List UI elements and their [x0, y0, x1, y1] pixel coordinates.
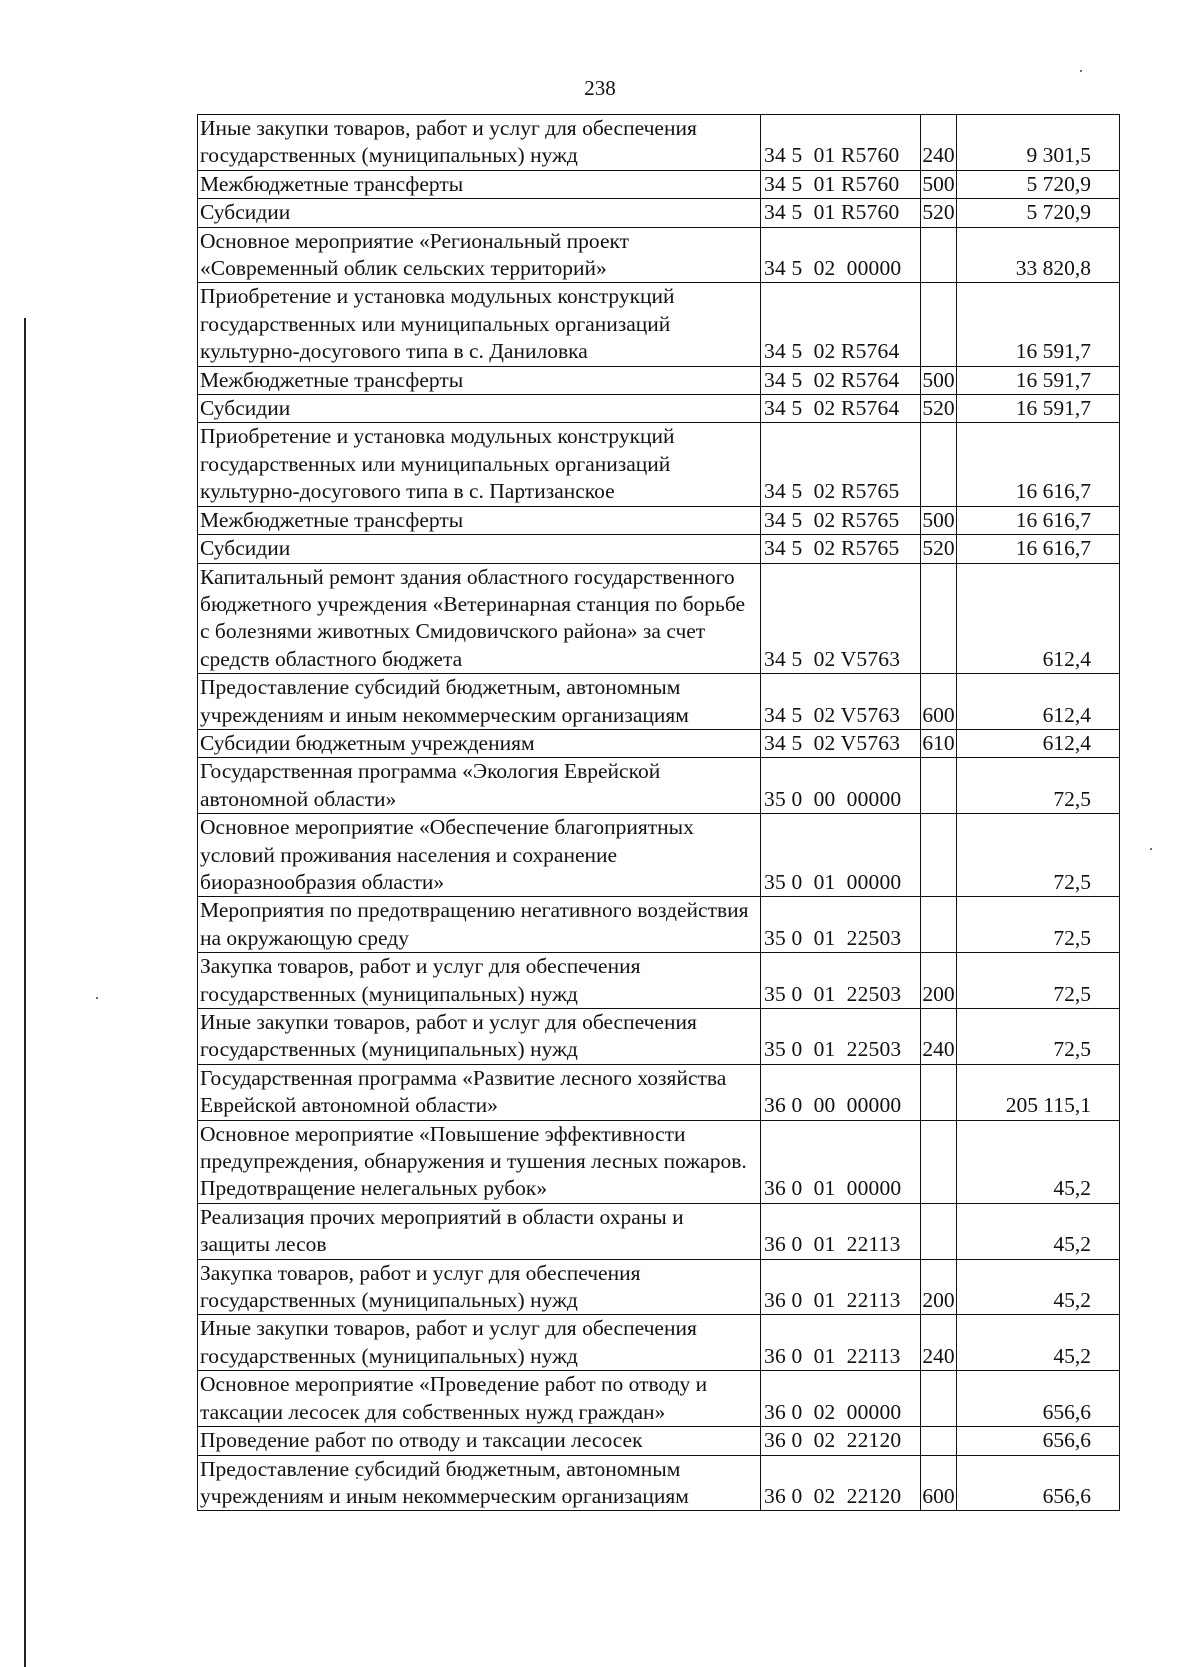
- row-expense-type-cell: [921, 563, 957, 674]
- row-name-cell: Субсидии: [198, 395, 761, 423]
- row-name-cell: Иные закупки товаров, работ и услуг для обеспечения государственных (муниципальных) нужд: [198, 1315, 761, 1371]
- row-name-cell: Проведение работ по отводу и таксации лесосек: [198, 1427, 761, 1455]
- page-number: 238: [584, 76, 616, 100]
- row-amount-cell: 16 616,7: [957, 423, 1120, 506]
- table-row: [198, 1371, 1120, 1427]
- budget-table-body: [198, 115, 1120, 1511]
- row-name-cell: Иные закупки товаров, работ и услуг для обеспечения государственных (муниципальных) нужд: [198, 115, 761, 171]
- scan-edge-line: [24, 318, 26, 1667]
- row-name-cell: Государственная программа «Развитие лесного хозяйства Еврейской автономной области»: [198, 1064, 761, 1120]
- table-row: [198, 897, 1120, 953]
- table-row: [198, 1120, 1120, 1203]
- row-name-cell: Государственная программа «Экология Еврейской автономной области»: [198, 758, 761, 814]
- row-amount-cell: 72,5: [957, 1009, 1120, 1065]
- row-amount-cell: 16 591,7: [957, 395, 1120, 423]
- row-expense-type-cell: 520: [921, 395, 957, 423]
- row-amount-cell: 45,2: [957, 1315, 1120, 1371]
- row-code-cell: 34 5 02 V5763: [761, 563, 921, 674]
- table-row: [198, 1009, 1120, 1065]
- row-name-cell: Предоставление субсидий бюджетным, автономным учреждениям и иным некоммерческим организациям: [198, 674, 761, 730]
- table-row: [198, 199, 1120, 227]
- row-amount-cell: 72,5: [957, 814, 1120, 897]
- table-row: [198, 814, 1120, 897]
- row-name-cell: Иные закупки товаров, работ и услуг для обеспечения государственных (муниципальных) нужд: [198, 1009, 761, 1065]
- row-expense-type-cell: 500: [921, 170, 957, 198]
- table-row: [198, 1315, 1120, 1371]
- row-code-cell: 36 0 01 22113: [761, 1203, 921, 1259]
- row-amount-cell: 205 115,1: [957, 1064, 1120, 1120]
- row-amount-cell: 72,5: [957, 758, 1120, 814]
- row-code-cell: 34 5 02 V5763: [761, 674, 921, 730]
- table-row: [198, 115, 1120, 171]
- row-code-cell: 35 0 00 00000: [761, 758, 921, 814]
- row-name-cell: Основное мероприятие «Повышение эффективности предупреждения, обнаружения и тушения лесных пожаров. Предотвращение нелегальных рубок»: [198, 1120, 761, 1203]
- table-row: [198, 1455, 1120, 1511]
- row-code-cell: 35 0 01 22503: [761, 953, 921, 1009]
- table-row: [198, 283, 1120, 366]
- row-code-cell: 34 5 02 R5764: [761, 366, 921, 394]
- row-code-cell: 35 0 01 00000: [761, 814, 921, 897]
- row-code-cell: 35 0 01 22503: [761, 1009, 921, 1065]
- row-expense-type-cell: [921, 423, 957, 506]
- row-expense-type-cell: [921, 227, 957, 283]
- row-amount-cell: 5 720,9: [957, 170, 1120, 198]
- row-amount-cell: 16 616,7: [957, 535, 1120, 563]
- row-expense-type-cell: [921, 1427, 957, 1455]
- row-expense-type-cell: [921, 758, 957, 814]
- table-row: [198, 674, 1120, 730]
- row-amount-cell: 5 720,9: [957, 199, 1120, 227]
- row-code-cell: 34 5 01 R5760: [761, 115, 921, 171]
- row-expense-type-cell: 200: [921, 1259, 957, 1315]
- row-amount-cell: 656,6: [957, 1371, 1120, 1427]
- scan-speck: [96, 997, 98, 999]
- row-expense-type-cell: [921, 1203, 957, 1259]
- row-code-cell: 36 0 01 22113: [761, 1259, 921, 1315]
- table-row: [198, 563, 1120, 674]
- row-amount-cell: 656,6: [957, 1427, 1120, 1455]
- table-row: [198, 1427, 1120, 1455]
- table-row: [198, 535, 1120, 563]
- row-amount-cell: 72,5: [957, 897, 1120, 953]
- budget-table: [197, 114, 1120, 1511]
- row-name-cell: Предоставление субсидий бюджетным, автономным учреждениям и иным некоммерческим организациям: [198, 1455, 761, 1511]
- row-amount-cell: 612,4: [957, 729, 1120, 757]
- row-amount-cell: 612,4: [957, 563, 1120, 674]
- row-amount-cell: 16 591,7: [957, 283, 1120, 366]
- row-name-cell: Субсидии: [198, 199, 761, 227]
- row-code-cell: 36 0 00 00000: [761, 1064, 921, 1120]
- row-expense-type-cell: 240: [921, 1009, 957, 1065]
- row-expense-type-cell: 500: [921, 366, 957, 394]
- row-expense-type-cell: 240: [921, 1315, 957, 1371]
- row-name-cell: Мероприятия по предотвращению негативного воздействия на окружающую среду: [198, 897, 761, 953]
- row-expense-type-cell: 200: [921, 953, 957, 1009]
- row-name-cell: Приобретение и установка модульных конструкций государственных или муниципальных организаций культурно-досугового типа в с. Даниловка: [198, 283, 761, 366]
- row-amount-cell: 612,4: [957, 674, 1120, 730]
- table-row: [198, 423, 1120, 506]
- row-code-cell: 36 0 02 22120: [761, 1427, 921, 1455]
- row-name-cell: Капитальный ремонт здания областного государственного бюджетного учреждения «Ветеринарная станция по борьбе с болезнями животных Смидовичского района» за счет средств областного бюджета: [198, 563, 761, 674]
- table-row: [198, 395, 1120, 423]
- row-code-cell: 36 0 01 22113: [761, 1315, 921, 1371]
- row-expense-type-cell: 610: [921, 729, 957, 757]
- row-expense-type-cell: [921, 1371, 957, 1427]
- row-amount-cell: 16 591,7: [957, 366, 1120, 394]
- row-code-cell: 34 5 02 R5765: [761, 535, 921, 563]
- row-code-cell: 36 0 01 00000: [761, 1120, 921, 1203]
- table-row: [198, 506, 1120, 534]
- row-name-cell: Субсидии: [198, 535, 761, 563]
- row-expense-type-cell: [921, 814, 957, 897]
- row-amount-cell: 9 301,5: [957, 115, 1120, 171]
- row-code-cell: 34 5 02 R5765: [761, 506, 921, 534]
- row-expense-type-cell: [921, 1120, 957, 1203]
- row-expense-type-cell: [921, 283, 957, 366]
- row-amount-cell: 72,5: [957, 953, 1120, 1009]
- scan-speck: [1080, 70, 1082, 72]
- row-expense-type-cell: 240: [921, 115, 957, 171]
- table-row: [198, 1064, 1120, 1120]
- row-code-cell: 36 0 02 00000: [761, 1371, 921, 1427]
- row-name-cell: Закупка товаров, работ и услуг для обеспечения государственных (муниципальных) нужд: [198, 953, 761, 1009]
- row-code-cell: 34 5 02 00000: [761, 227, 921, 283]
- scan-speck: [1150, 848, 1152, 850]
- table-row: [198, 953, 1120, 1009]
- row-amount-cell: 33 820,8: [957, 227, 1120, 283]
- table-row: [198, 227, 1120, 283]
- row-amount-cell: 45,2: [957, 1203, 1120, 1259]
- row-amount-cell: 656,6: [957, 1455, 1120, 1511]
- row-name-cell: Закупка товаров, работ и услуг для обеспечения государственных (муниципальных) нужд: [198, 1259, 761, 1315]
- row-name-cell: Основное мероприятие «Обеспечение благоприятных условий проживания населения и сохранение биоразнообразия области»: [198, 814, 761, 897]
- row-code-cell: 34 5 02 V5763: [761, 729, 921, 757]
- row-expense-type-cell: 520: [921, 535, 957, 563]
- row-expense-type-cell: [921, 897, 957, 953]
- row-name-cell: Приобретение и установка модульных конструкций государственных или муниципальных организаций культурно-досугового типа в с. Партизанское: [198, 423, 761, 506]
- row-name-cell: Реализация прочих мероприятий в области охраны и защиты лесов: [198, 1203, 761, 1259]
- row-name-cell: Межбюджетные трансферты: [198, 366, 761, 394]
- table-row: [198, 758, 1120, 814]
- row-name-cell: Межбюджетные трансферты: [198, 170, 761, 198]
- table-row: [198, 1203, 1120, 1259]
- table-row: [198, 170, 1120, 198]
- table-row: [198, 1259, 1120, 1315]
- row-code-cell: 34 5 02 R5764: [761, 283, 921, 366]
- row-code-cell: 34 5 02 R5765: [761, 423, 921, 506]
- row-expense-type-cell: 600: [921, 674, 957, 730]
- row-expense-type-cell: [921, 1064, 957, 1120]
- table-row: [198, 366, 1120, 394]
- row-name-cell: Основное мероприятие «Проведение работ по отводу и таксации лесосек для собственных нужд граждан»: [198, 1371, 761, 1427]
- row-name-cell: Основное мероприятие «Региональный проект «Современный облик сельских территорий»: [198, 227, 761, 283]
- row-code-cell: 34 5 01 R5760: [761, 199, 921, 227]
- table-row: [198, 729, 1120, 757]
- row-amount-cell: 45,2: [957, 1259, 1120, 1315]
- row-code-cell: 34 5 02 R5764: [761, 395, 921, 423]
- row-expense-type-cell: 520: [921, 199, 957, 227]
- row-amount-cell: 16 616,7: [957, 506, 1120, 534]
- row-expense-type-cell: 500: [921, 506, 957, 534]
- row-name-cell: Субсидии бюджетным учреждениям: [198, 729, 761, 757]
- row-code-cell: 34 5 01 R5760: [761, 170, 921, 198]
- row-code-cell: 36 0 02 22120: [761, 1455, 921, 1511]
- row-name-cell: Межбюджетные трансферты: [198, 506, 761, 534]
- row-amount-cell: 45,2: [957, 1120, 1120, 1203]
- row-expense-type-cell: 600: [921, 1455, 957, 1511]
- row-code-cell: 35 0 01 22503: [761, 897, 921, 953]
